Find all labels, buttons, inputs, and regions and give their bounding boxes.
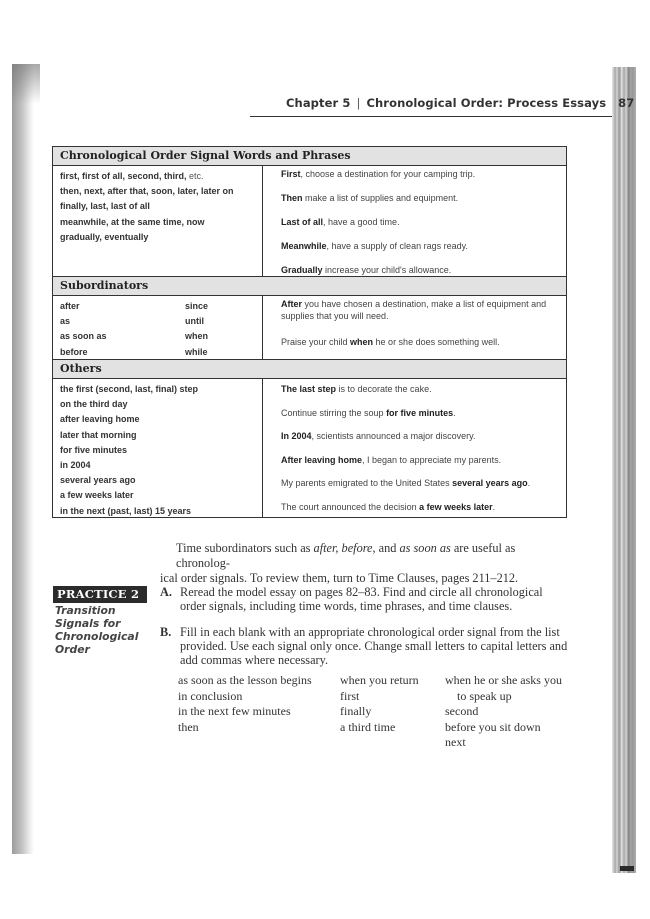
signal-words-examples <box>263 166 566 276</box>
signal-phrase-line: on the third day <box>60 399 128 410</box>
example-sentence: Praise your child when he or she does something well. <box>281 337 500 347</box>
section-heading-subordinators: Subordinators <box>53 277 566 296</box>
word-list-entry: when he or she asks you <box>445 673 562 687</box>
chapter-label: Chapter 5 <box>286 96 351 110</box>
subordinator: until <box>185 316 204 327</box>
item-letter: A. <box>160 585 172 599</box>
signal-word-line: finally, last, last of all <box>60 201 150 212</box>
word-list-column-3 <box>445 673 562 751</box>
word-list-column-2 <box>340 673 419 735</box>
example-sentence: My parents emigrated to the United States several years ago. <box>281 478 531 488</box>
signal-words-list <box>53 166 263 276</box>
signal-word-line: meanwhile, at the same time, now <box>60 216 205 227</box>
item-instructions: Reread the model essay on pages 82–83. Find and circle all chronological order signals, including time words, time phrases, and time clauses. <box>180 585 543 613</box>
example-sentence: First, choose a destination for your camping trip. <box>281 169 476 179</box>
section-body-signal-words <box>53 166 566 277</box>
item-instructions: Fill in each blank with an appropriate chronological order signal from the list provided. Use each signal only once. Change small letters to capital letters and add commas where necessary. <box>180 625 568 667</box>
others-list <box>53 379 263 517</box>
practice-label: PRACTICE 2 <box>53 586 147 603</box>
page-number: 87 <box>618 96 635 110</box>
word-list-entry: first <box>340 688 360 703</box>
exercise-item-b <box>160 625 570 667</box>
signal-words-table <box>52 146 567 518</box>
book-spine-edge-right-dark <box>628 67 636 873</box>
page-scan-shadow-left-top <box>12 64 40 104</box>
paragraph-line: ical order signals. To review them, turn to Time Clauses, pages 211–212. <box>160 571 519 585</box>
example-sentence: After you have chosen a destination, make a list of equipment and supplies that you will need. <box>281 299 547 321</box>
word-list-entry: second <box>445 704 479 718</box>
example-sentence: Then make a list of supplies and equipment. <box>281 193 459 203</box>
scan-corner-mark <box>620 866 634 871</box>
signal-phrase-line: for five minutes <box>60 444 128 455</box>
section-body-subordinators <box>53 296 566 360</box>
subordinators-examples <box>263 296 566 359</box>
page-scan-shadow-left <box>12 64 34 854</box>
signal-phrase-line: the first (second, last, final) step <box>60 384 199 394</box>
subordinator: after <box>60 301 80 311</box>
section-heading-signal-words: Chronological Order Signal Words and Phrases <box>53 147 566 166</box>
exercise-item-a <box>160 585 570 613</box>
others-examples <box>263 379 566 517</box>
practice-title: Transition Signals for Chronological Order <box>55 604 139 656</box>
subordinator: as soon as <box>60 331 107 342</box>
signal-phrase-line: later that morning <box>60 429 137 440</box>
word-list-entry: finally <box>340 704 372 718</box>
word-list-entry-continuation: to speak up <box>457 688 512 703</box>
subordinator: as <box>60 316 71 327</box>
example-sentence: Continue stirring the soup for five minutes. <box>281 407 456 418</box>
signal-word-line: gradually, eventually <box>60 231 149 242</box>
time-subordinators-paragraph <box>160 541 568 586</box>
subordinator: since <box>185 301 209 311</box>
subordinator: before <box>60 346 88 357</box>
word-list-entry: in the next few minutes <box>178 704 291 718</box>
subordinator: when <box>185 331 209 342</box>
section-heading-others: Others <box>53 360 566 379</box>
example-sentence: Meanwhile, have a supply of clean rags ready. <box>281 241 468 251</box>
header-rule <box>250 116 612 117</box>
word-list-entry: in conclusion <box>178 688 243 703</box>
example-sentence: Gradually increase your child's allowance. <box>281 265 452 275</box>
word-list-entry: before you sit down <box>445 719 541 734</box>
running-head <box>286 96 634 110</box>
signal-phrase-line: a few weeks later <box>60 490 134 501</box>
signal-phrase-line: in the next (past, last) 15 years <box>60 505 192 516</box>
word-list-entry: next <box>445 735 466 749</box>
example-sentence: Last of all, have a good time. <box>281 217 400 227</box>
section-body-others <box>53 379 566 517</box>
example-sentence: The last step is to decorate the cake. <box>281 384 432 394</box>
word-list-entry: as soon as the lesson begins <box>178 673 312 687</box>
example-sentence: In 2004, scientists announced a major discovery. <box>281 431 476 441</box>
example-sentence: The court announced the decision a few weeks later. <box>281 501 496 512</box>
example-sentence: After leaving home, I began to appreciate my parents. <box>281 454 502 465</box>
signal-phrase-line: in 2004 <box>60 460 91 471</box>
word-list-entry: when you return <box>340 673 419 687</box>
subordinators-list <box>53 296 263 359</box>
signal-word-line: first, first of all, second, third, etc. <box>60 171 204 181</box>
subordinator: while <box>185 346 208 357</box>
paragraph-line: Time subordinators such as after, before, and as soon as are useful as chronolog- <box>176 541 516 570</box>
header-separator: | <box>356 96 361 110</box>
word-list-entry: a third time <box>340 719 396 734</box>
word-list-entry: then <box>178 719 199 734</box>
signal-word-line: then, next, after that, soon, later, later on <box>60 186 234 197</box>
signal-phrase-line: after leaving home <box>60 414 140 425</box>
signal-phrase-line: several years ago <box>60 475 136 486</box>
item-letter: B. <box>160 625 172 639</box>
word-list-column-1 <box>178 673 312 735</box>
chapter-title: Chronological Order: Process Essays <box>366 96 607 110</box>
